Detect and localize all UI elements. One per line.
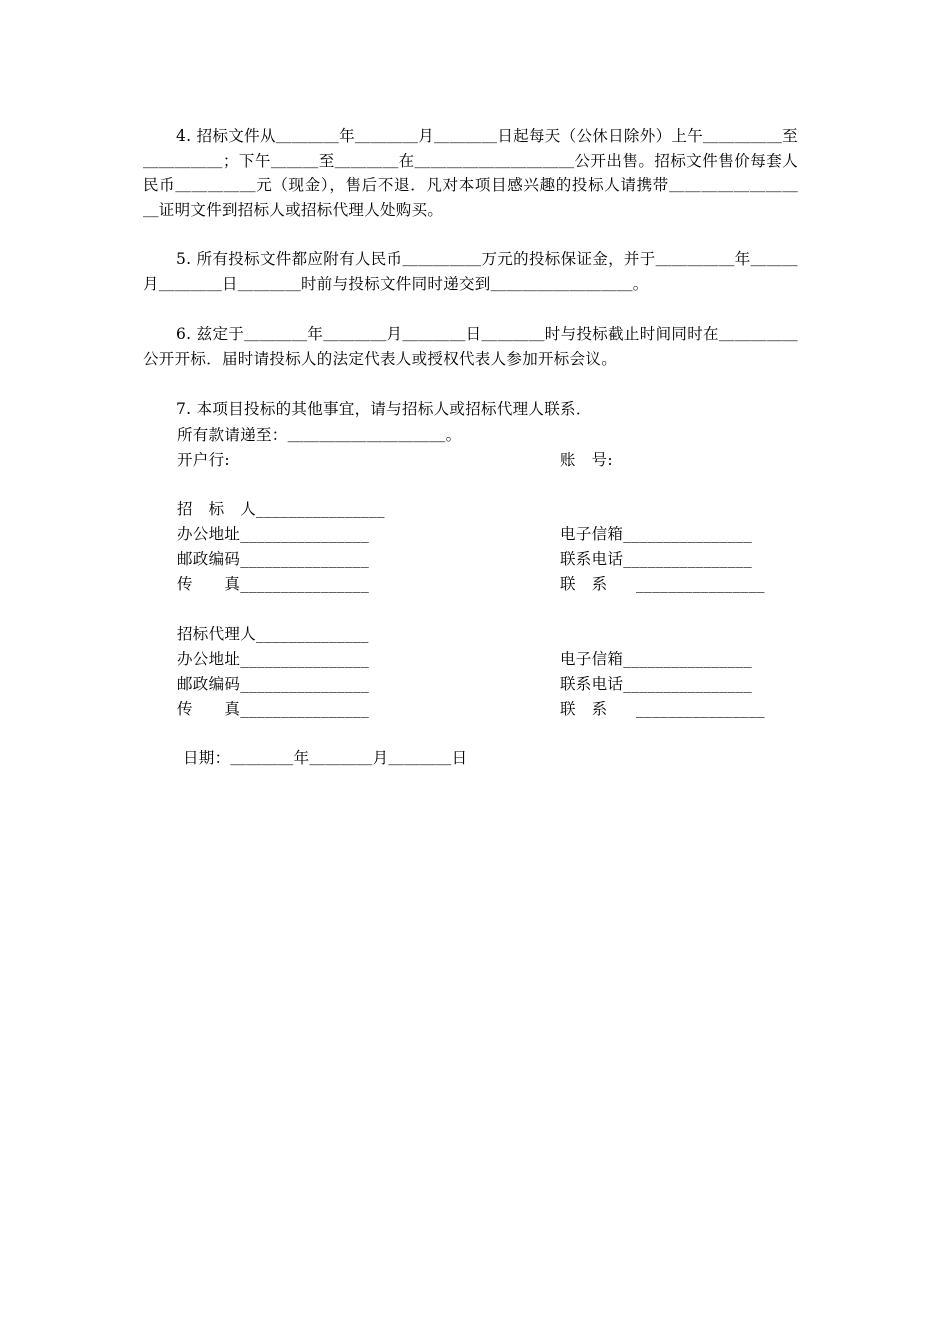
agent-address-fill: ________________: [240, 650, 370, 668]
tenderer-title-row: [177, 497, 385, 522]
agent-contact-label: 联 系: [560, 700, 608, 718]
agent-contact-fill: ________________: [636, 700, 765, 718]
tenderer-fax-fill: ________________: [240, 575, 370, 593]
agent-name-fill: ______________: [256, 625, 369, 643]
account-label: 账 号:: [560, 451, 613, 469]
tenderer-contact-row: [560, 572, 765, 597]
tenderer-email-row: [560, 522, 752, 547]
tenderer-postcode-label: 邮政编码: [177, 550, 241, 568]
agent-phone-fill: ________________: [623, 675, 753, 693]
agent-title-row: [177, 622, 369, 647]
agent-fax-fill: ________________: [240, 700, 370, 718]
agent-phone-label: 联系电话: [560, 675, 624, 693]
agent-fax-label: 传 真: [177, 700, 241, 718]
agent-postcode-fill: ________________: [240, 675, 370, 693]
agent-email-label: 电子信箱: [560, 650, 624, 668]
clause-4-paragraph: 4. 招标文件从＿＿＿＿年＿＿＿＿月＿＿＿＿日起每天（公休日除外）上午＿＿＿＿＿至＿＿＿＿＿；下午＿＿＿至＿＿＿＿在＿＿＿＿＿＿＿＿＿＿公开出售。招标文件售价每套人民币＿＿＿＿＿元（现金），售后不退．凡对本项目感兴趣的投标人请携带＿＿＿＿＿＿＿＿＿证明文件到招标人或招标代理人处购买。: [143, 127, 798, 219]
date-line: 日期：＿＿＿＿年＿＿＿＿月＿＿＿＿日: [183, 749, 468, 767]
tenderer-contact-label: 联 系: [560, 575, 608, 593]
agent-fax-row: [177, 697, 369, 722]
agent-contact-row: [560, 697, 765, 722]
agent-address-label: 办公地址: [177, 650, 241, 668]
tenderer-fax-label: 传 真: [177, 575, 241, 593]
agent-title: 招标代理人: [177, 625, 257, 643]
clause-5-paragraph: 5. 所有投标文件都应附有人民币＿＿＿＿＿万元的投标保证金，并于＿＿＿＿＿年＿＿＿月＿＿＿＿日＿＿＿＿时前与投标文件同时递交到＿＿＿＿＿＿＿＿＿。: [143, 250, 798, 293]
tenderer-title: 招 标 人: [177, 500, 257, 518]
tenderer-phone-row: [560, 547, 752, 572]
tenderer-postcode-fill: ________________: [240, 550, 370, 568]
tenderer-name-fill: ________________: [256, 500, 385, 518]
agent-phone-row: [560, 672, 752, 697]
remit-to-line: 所有款请递至：＿＿＿＿＿＿＿＿＿＿。: [177, 426, 462, 444]
tenderer-address-label: 办公地址: [177, 525, 241, 543]
agent-postcode-label: 邮政编码: [177, 675, 241, 693]
tenderer-address-fill: ________________: [240, 525, 370, 543]
bank-label: 开户行:: [177, 451, 230, 469]
agent-address-row: [177, 647, 369, 672]
tenderer-email-fill: ________________: [623, 525, 753, 543]
tenderer-address-row: [177, 522, 369, 547]
tenderer-postcode-row: [177, 547, 369, 572]
agent-postcode-row: [177, 672, 369, 697]
tenderer-email-label: 电子信箱: [560, 525, 624, 543]
clause-7-paragraph: 7. 本项目投标的其他事宜，请与招标人或招标代理人联系．: [176, 400, 592, 418]
tenderer-phone-label: 联系电话: [560, 550, 624, 568]
agent-email-fill: ________________: [623, 650, 753, 668]
tenderer-fax-row: [177, 572, 369, 597]
clause-6-paragraph: 6. 兹定于＿＿＿＿年＿＿＿＿月＿＿＿＿日＿＿＿＿时与投标截止时间同时在＿＿＿＿＿公开开标．届时请投标人的法定代表人或授权代表人参加开标会议。: [143, 325, 798, 368]
tenderer-phone-fill: ________________: [623, 550, 753, 568]
tenderer-contact-fill: ________________: [636, 575, 765, 593]
agent-email-row: [560, 647, 752, 672]
